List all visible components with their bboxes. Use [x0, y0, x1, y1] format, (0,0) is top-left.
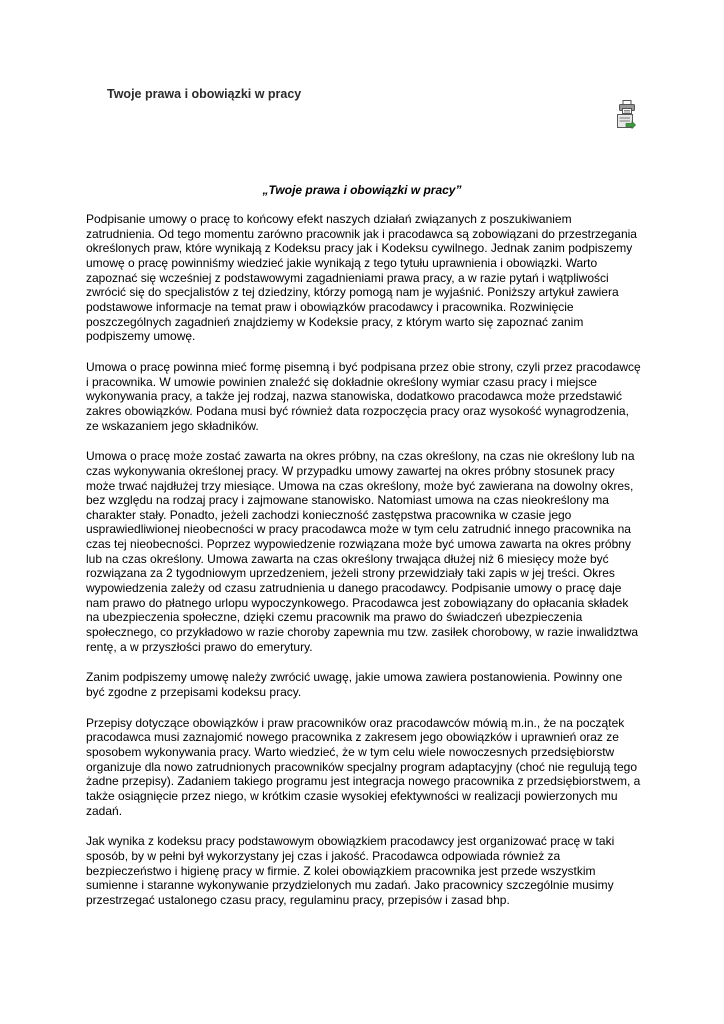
article-paragraph: Zanim podpiszemy umowę należy zwrócić uwagę, jakie umowa zawiera postanowienia. Powinny one być zgodne z przepisami kodeksu pracy. [86, 670, 623, 700]
article-paragraph: Podpisanie umowy o pracę to końcowy efekt naszych działań związanych z poszukiwaniem zatrudnienia. Od tego momentu zarówno pracownik jak i pracodawca są zobowiązani do przestrzegania określonych praw, które wynikają z Kodeksu pracy jak i Kodeksu cywilnego. Jednak zanim podpiszemy umowę o pracę powinniśmy wiedzieć jakie wynikają z tego tytułu uprawnienia i obowiązki. Warto zapoznać się wcześniej z podstawowymi zagadnieniami prawa pracy, a w razie pytań i wątpliwości zwrócić się do specjalistów z tej dziedziny, którzy pomogą nam je wyjaśnić. Poniższy artykuł zawiera podstawowe informacje na temat praw i obowiązków pracodawcy i pracownika. Rozwinięcie poszczególnych zagadnień znajdziemy w Kodeksie pracy, z którym warto się zapoznać zanim podpiszemy umowę. [86, 212, 637, 344]
send-icon[interactable] [617, 114, 636, 129]
printer-icon[interactable] [619, 100, 635, 114]
article-body [86, 212, 642, 924]
article-paragraph: Umowa o pracę może zostać zawarta na okres próbny, na czas określony, na czas nie określony lub na czas wykonywania określonej pracy. W przypadku umowy zawartej na okres próbny stosunek pracy może trwać najdłużej trzy miesiące. Umowa na czas określony, może być zawierana na dowolny okres, bez względu na rodzaj pracy i zajmowane stanowisko. Natomiast umowa na czas nieokreślony ma charakter stały. Ponadto, jeżeli zachodzi konieczność zastępstwa pracownika w czasie jego usprawiedliwionej nieobecności w pracy pracodawca może w tym celu zatrudnić innego pracownika na czas tej nieobecności. Poprzez wypowiedzenie rozwiązana może być umowa zawarta na okres próbny lub na czas określony. Umowa zawarta na czas określony trwająca dłużej niż 6 miesięcy może być rozwiązana za 2 tygodniowym uprzedzeniem, jeżeli strony przewidziały taki zapis w jej treści. Okres wypowiedzenia zależy od czasu zatrudnienia u danego pracodawcy. Podpisanie umowy o pracę daje nam prawo do płatnego urlopu wypoczynkowego. Pracodawca jest zobowiązany do opłacania składek na ubezpieczenia społeczne, dzięki czemu pracownik ma prawo do świadczeń ubezpieczenia społecznego, co przykładowo w razie choroby zapewnia mu tzw. zasiłek chorobowy, w razie inwalidztwa rentę, a w przyszłości prawo do emerytury. [86, 449, 639, 654]
article-paragraph: Przepisy dotyczące obowiązków i praw pracowników oraz pracodawców mówią m.in., że na początek pracodawca musi zaznajomić nowego pracownika z zakresem jego obowiązków i uprawnień oraz ze sposobem wykonywania pracy. Warto wiedzieć, że w tym celu wiele nowoczesnych przedsiębiorstw organizuje dla nowo zatrudnionych pracowników specjalny program adaptacyjny (choć nie regulują tego żadne przepisy). Zadaniem takiego programu jest integracja nowego pracownika z przedsiębiorstwem, a także osiągnięcie przez niego, w krótkim czasie wysokiej efektywności w realizacji powierzonych mu zadań. [86, 715, 641, 818]
page-actions [616, 100, 638, 130]
article-paragraph: Umowa o pracę powinna mieć formę pisemną i być podpisana przez obie strony, czyli przez pracodawcę i pracownika. W umowie powinien znaleźć się dokładnie określony wymiar czasu pracy i miejsce wykonywania pracy, a także jej rodzaj, nazwa stanowiska, dodatkowo pracodawca może przedstawić zakres obowiązków. Podana musi być również data rozpoczęcia pracy oraz wysokość wynagrodzenia, ze wskazaniem jego składników. [86, 359, 641, 433]
article-paragraph: Jak wynika z kodeksu pracy podstawowym obowiązkiem pracodawcy jest organizować pracę w taki sposób, by w pełni był wykorzystany jej czas i jakość. Pracodawca odpowiada również za bezpieczeństwo i higienę pracy w firmie. Z kolei obowiązkiem pracownika jest przede wszystkim sumienne i staranne wykonywanie przydzielonych mu zadań. Jako pracownicy szczególnie musimy przestrzegać ustalonego czasu pracy, regulaminu pracy, przepisów i zasad bhp. [86, 834, 615, 907]
article-title: „Twoje prawa i obowiązki w pracy” [262, 183, 462, 197]
page-title: Twoje prawa i obowiązki w pracy [107, 87, 302, 101]
